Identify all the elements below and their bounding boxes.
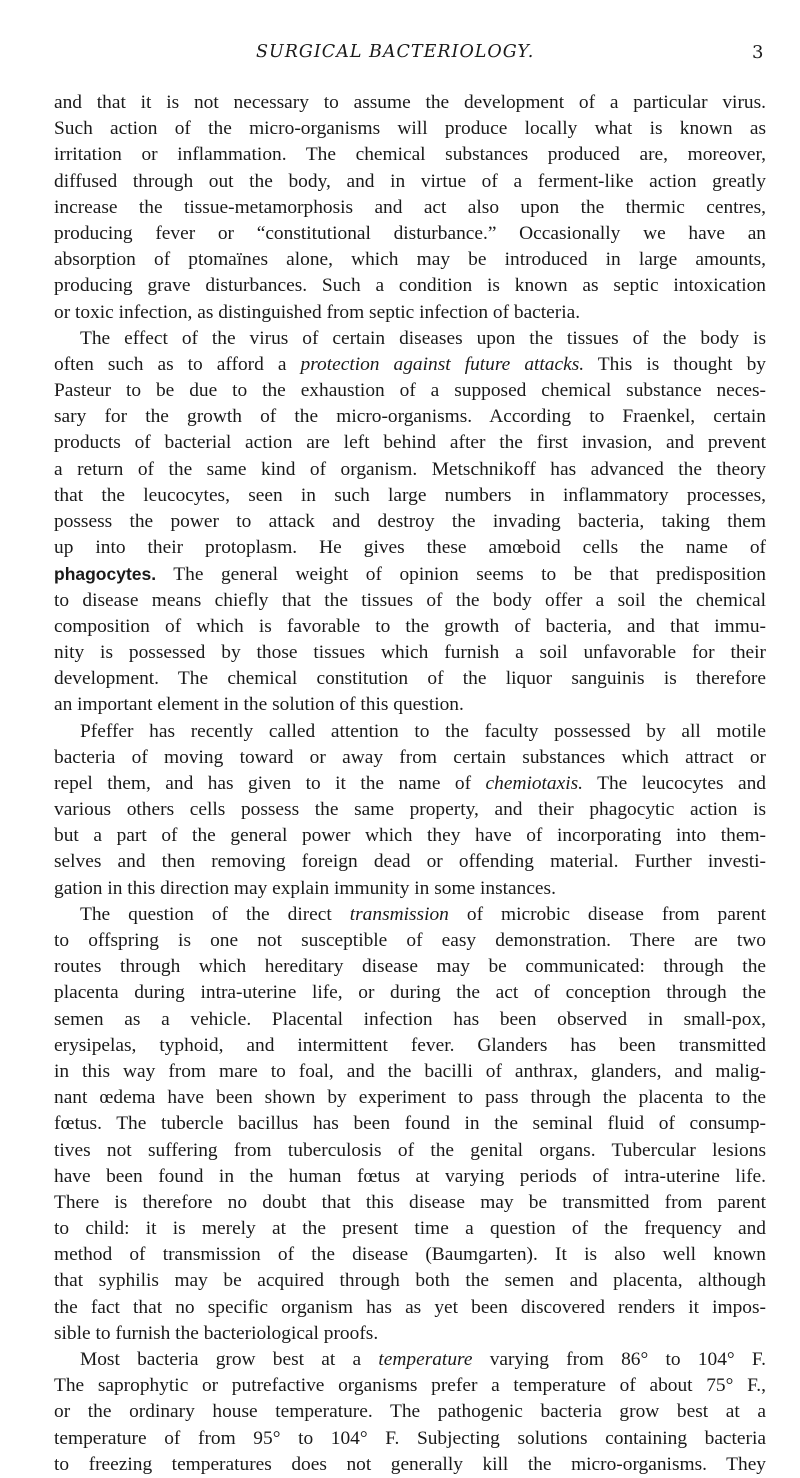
text-line [54, 509, 766, 535]
text-line [54, 849, 766, 875]
line-text: method of transmission of the disease (Baumgarten). It is also well known [54, 1244, 766, 1266]
line-text: producing fever or “constitutional disturbance.” Occasionally we have an [54, 222, 766, 244]
line-text: nity is possessed by those tissues which furnish a soil unfavorable for their [54, 641, 766, 663]
line-text: placenta during intra-uterine life, or during the act of conception through the [54, 982, 766, 1004]
text-line [54, 588, 766, 614]
text-line [54, 221, 766, 247]
line-text: The general weight of opinion seems to be that predisposition [156, 564, 766, 586]
text-line [54, 326, 766, 352]
text-line [54, 1085, 766, 1111]
text-line [54, 614, 766, 640]
line-text: absorption of ptomaïnes alone, which may be introduced in large amounts, [54, 249, 766, 271]
text-line [54, 535, 766, 561]
text-line [54, 90, 766, 116]
text-line [54, 1452, 766, 1478]
line-text: irritation or inflammation. The chemical substances produced are, moreover, [54, 144, 766, 166]
text-line [54, 142, 766, 168]
text-line [54, 1268, 766, 1294]
text-line [54, 666, 766, 692]
line-text: to freezing temperatures does not generally kill the micro-organisms. They [54, 1453, 766, 1475]
line-text: Most bacteria grow best at a [80, 1349, 379, 1370]
line-text: selves and then removing foreign dead or offending material. Further investi- [54, 851, 766, 873]
text-line [54, 902, 766, 928]
text-line [54, 692, 766, 718]
italic-term: transmission [349, 903, 449, 925]
line-text: an important element in the solution of this question. [54, 694, 464, 716]
line-text: routes through which hereditary disease may be communicated: through the [54, 956, 766, 978]
text-line [54, 378, 766, 404]
text-line [54, 1033, 766, 1059]
line-text: various others cells possess the same property, and their phagocytic action is [54, 799, 766, 821]
text-line [54, 1138, 766, 1164]
text-line [54, 1164, 766, 1190]
line-text: and that it is not necessary to assume the development of a particular virus. [54, 92, 766, 113]
line-text: to disease means chiefly that the tissues of the body offer a soil the chemical [54, 589, 766, 611]
running-head: SURGICAL BACTERIOLOGY. [256, 42, 535, 62]
line-text: The leucocytes and [583, 772, 767, 794]
text-line [54, 719, 766, 745]
line-text: or the ordinary house temperature. The pathogenic bacteria grow best at a [54, 1401, 766, 1423]
text-line [54, 1295, 766, 1321]
text-line [54, 640, 766, 666]
text-line [54, 823, 766, 849]
text-line [54, 1190, 766, 1216]
text-line [54, 745, 766, 771]
line-text: but a part of the general power which they have of incorporating into them- [54, 825, 766, 847]
line-text: Pfeffer has recently called attention to the faculty possessed by all motile [80, 720, 766, 742]
text-line [54, 876, 766, 902]
italic-term: chemiotaxis. [485, 772, 584, 794]
line-text: There is therefore no doubt that this disease may be transmitted from parent [54, 1191, 766, 1213]
line-text: fœtus. The tubercle bacillus has been found in the seminal fluid of consump- [54, 1113, 766, 1135]
text-line [54, 1321, 766, 1347]
line-text: composition of which is favorable to the growth of bacteria, and that immu- [54, 615, 766, 637]
line-text: bacteria of moving toward or away from certain substances which attract or [54, 746, 766, 768]
text-line [54, 169, 766, 195]
line-text: increase the tissue-metamorphosis and act also upon the thermic centres, [54, 196, 766, 218]
text-line [54, 404, 766, 430]
line-text: Such action of the micro-organisms will produce locally what is known as [54, 118, 766, 140]
text-line [54, 352, 766, 378]
line-text: diffused through out the body, and in virtue of a ferment-like action greatly [54, 170, 766, 192]
text-line [54, 797, 766, 823]
line-text: often such as to afford a [54, 353, 301, 375]
text-line [54, 561, 766, 587]
line-text: to offspring is one not susceptible of easy demonstration. There are two [54, 930, 766, 951]
line-text: possess the power to attack and destroy the invading bacteria, taking them [54, 511, 766, 532]
line-text: This is thought by [584, 353, 766, 375]
line-text: Pasteur to be due to the exhaustion of a supposed chemical substance neces- [54, 380, 766, 402]
text-line [54, 1242, 766, 1268]
line-text: up into their protoplasm. He gives these amœboid cells the name of [54, 537, 766, 559]
text-line [54, 247, 766, 273]
text-line [54, 1111, 766, 1137]
text-line [54, 1426, 766, 1452]
line-text: to child: it is merely at the present time a question of the frequency and [54, 1218, 766, 1240]
line-text: gation in this direction may explain immunity in some instances. [54, 877, 556, 899]
line-text: semen as a vehicle. Placental infection has been observed in small-pox, [54, 1008, 766, 1030]
text-line [54, 195, 766, 221]
line-text: The saprophytic or putrefactive organisms prefer a temperature of about 75° F., [54, 1375, 766, 1397]
text-line [54, 483, 766, 509]
line-text: development. The chemical constitution of the liquor sanguinis is therefore [54, 668, 766, 690]
page-header [0, 42, 800, 68]
line-text: or toxic infection, as distinguished from septic infection of bacteria. [54, 301, 581, 323]
line-text: producing grave disturbances. Such a condition is known as septic intoxication [54, 275, 766, 297]
line-text: The question of the direct [80, 903, 350, 925]
italic-term: temperature [378, 1349, 473, 1370]
text-line [54, 430, 766, 456]
line-text: in this way from mare to foal, and the bacilli of anthrax, glanders, and malig- [54, 1060, 766, 1082]
text-line [54, 1347, 766, 1373]
bold-term: phagocytes. [54, 564, 157, 585]
line-text: repel them, and has given to it the name of [54, 772, 486, 794]
line-text: of microbic disease from parent [448, 903, 766, 925]
line-text: products of bacterial action are left behind after the first invasion, and prevent [54, 432, 766, 454]
text-line [54, 116, 766, 142]
text-line [54, 1399, 766, 1425]
line-text: temperature of from 95° to 104° F. Subjecting solutions containing bacteria [54, 1427, 766, 1449]
text-line [54, 771, 766, 797]
text-line [54, 300, 766, 326]
line-text: the fact that no specific organism has as yet been discovered renders it impos- [54, 1296, 766, 1318]
line-text: The effect of the virus of certain diseases upon the tissues of the body is [80, 327, 766, 349]
italic-term: protection against future attacks. [300, 353, 585, 375]
page-number: 3 [752, 42, 764, 63]
text-line [54, 928, 766, 954]
text-line [54, 1059, 766, 1085]
text-line [54, 457, 766, 483]
line-text: sary for the growth of the micro-organisms. According to Fraenkel, certain [54, 406, 766, 428]
line-text: nant œdema have been shown by experiment to pass through the placenta to the [54, 1087, 766, 1109]
line-text: have been found in the human fœtus at varying periods of intra-uterine life. [54, 1165, 766, 1187]
line-text: varying from 86° to 104° F. [472, 1349, 766, 1370]
text-line [54, 954, 766, 980]
line-text: tives not suffering from tuberculosis of the genital organs. Tubercular lesions [54, 1139, 766, 1161]
text-line [54, 980, 766, 1006]
line-text: a return of the same kind of organism. Metschnikoff has advanced the theory [54, 458, 766, 480]
body-text [54, 90, 766, 1478]
text-line [54, 1216, 766, 1242]
line-text: sible to furnish the bacteriological proofs. [54, 1322, 379, 1344]
text-line [54, 1007, 766, 1033]
line-text: that syphilis may be acquired through both the semen and placenta, although [54, 1270, 766, 1292]
text-line [54, 273, 766, 299]
line-text: that the leucocytes, seen in such large numbers in inflammatory processes, [54, 484, 766, 506]
text-line [54, 1373, 766, 1399]
line-text: erysipelas, typhoid, and intermittent fever. Glanders has been transmitted [54, 1034, 766, 1056]
